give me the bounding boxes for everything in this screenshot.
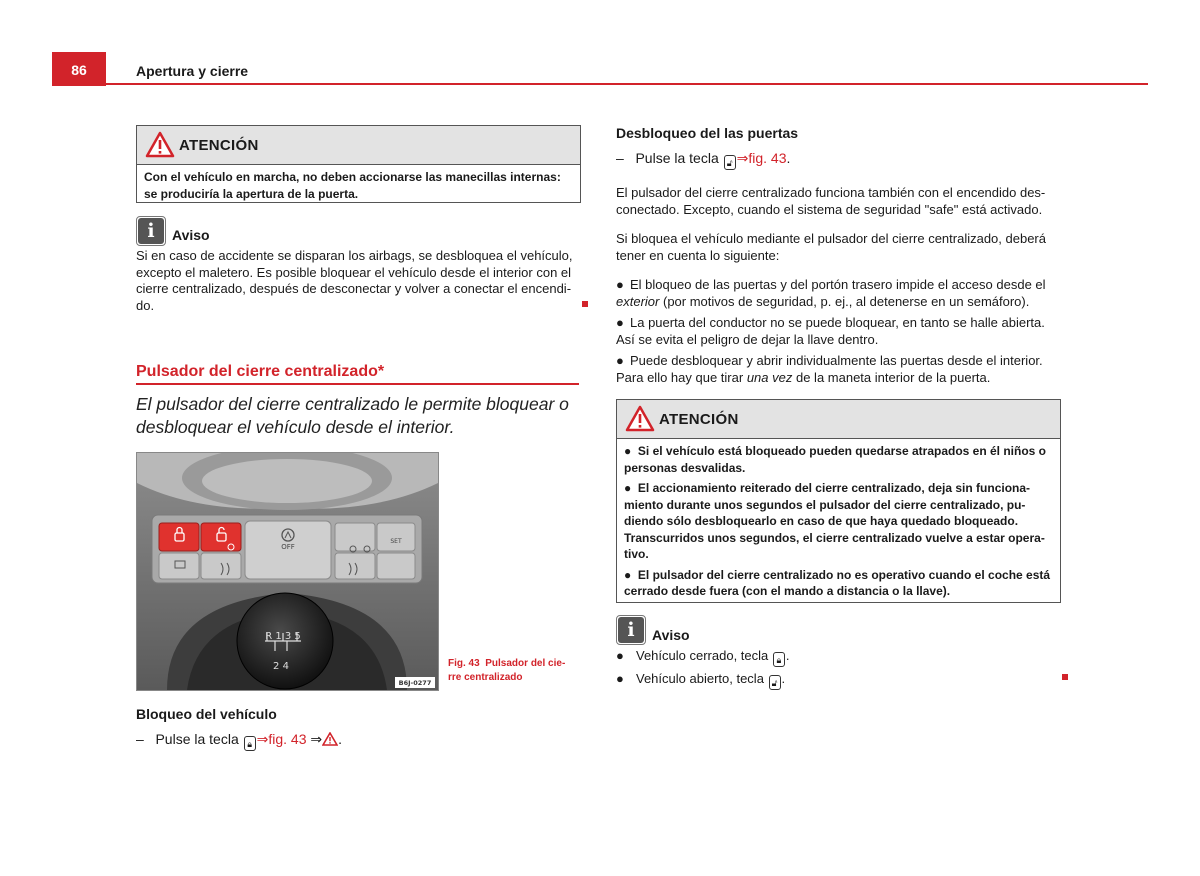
- step-end: .: [786, 150, 791, 166]
- list-item: ● Puede desbloquear y abrir individualmente las puertas desde el interior. Para ello hay que tirar una vez de la maneta interior de la puerta.: [616, 353, 1043, 385]
- shift-labels-bottom: 2 4: [273, 661, 289, 672]
- bullet-list: [616, 277, 1058, 392]
- running-title: Apertura y cierre: [136, 63, 249, 79]
- end-marker: [1062, 674, 1068, 680]
- unlock-step: [616, 150, 790, 170]
- section-lead: El pulsador del cierre centralizado le permite bloquear o desbloquear el vehículo desde el interior.: [136, 394, 569, 437]
- list-item: ● El bloqueo de las puertas y del portón trasero impide el acceso desde el exterior (por motivos de seguridad, p. ej., al detenerse en un semáforo).: [616, 277, 1046, 309]
- figure-link[interactable]: ⇒fig. 43: [736, 150, 787, 166]
- warning-text: Con el vehículo en marcha, no deben accionarse las manecillas internas: se produciría la apertura de la puerta.: [144, 170, 561, 201]
- unlock-key-icon: 🔓︎: [724, 155, 736, 170]
- step-end: .: [338, 731, 343, 747]
- header-rule: [52, 83, 1148, 85]
- warning-title: ATENCIÓN: [179, 137, 259, 154]
- note-title: Aviso: [172, 227, 210, 243]
- section-heading: Pulsador del cierre centralizado*: [136, 363, 385, 380]
- lock-key-icon: 🔒︎: [244, 736, 256, 751]
- figure-43: [136, 452, 439, 691]
- paragraph: El pulsador del cierre centralizado funciona también con el encendido des-conectado. Excepto, cuando el sistema de seguridad "safe" está activado.: [616, 185, 1046, 217]
- figure-caption: [448, 657, 578, 685]
- warning-header: [137, 126, 580, 165]
- warning-triangle-icon: [145, 131, 175, 158]
- lock-step: [136, 731, 342, 751]
- image-code: B6J-0277: [398, 679, 432, 687]
- step-text: Pulse la tecla: [155, 731, 239, 747]
- warning-triangle-icon: [625, 405, 655, 432]
- list-item: ● El accionamiento reiterado del cierre centralizado, deja sin funciona-miento durante unos segundos el pulsador del cierre centralizado, pu-diendo sólo desbloquearlo en caso de que haya quedado bloqueado. Transcurridos unos segundos, el cierre centralizado vuelve a estar opera-tivo.: [624, 481, 1045, 561]
- off-label: OFF: [281, 543, 295, 551]
- end-marker: [582, 301, 588, 307]
- list-item: ● El pulsador del cierre centralizado no es operativo cuando el coche está cerrado desde fuera (con el mando a distancia o la llave).: [624, 567, 1051, 598]
- figure-caption-text: Pulsador del cie-rre centralizado: [448, 658, 566, 683]
- unlock-heading: Desbloqueo del las puertas: [616, 125, 799, 141]
- note-text: Si en caso de accidente se disparan los airbags, se desbloquea el vehículo, excepto el maletero. Es posible bloquear el vehículo desde el interior con el cierre centralizado, después de desconectar y volver a conectar el encendi-do.: [136, 248, 573, 313]
- warning-items: [617, 439, 1060, 610]
- list-item: ● La puerta del conductor no se puede bloquear, en tanto se halle abierta. Así se evita el peligro de dejar la llave dentro.: [616, 315, 1045, 347]
- page-number: 86: [71, 62, 87, 78]
- arrow: ⇒: [310, 731, 323, 747]
- warning-box: [616, 399, 1061, 603]
- warning-title: ATENCIÓN: [659, 411, 739, 428]
- step-dash: –: [616, 150, 624, 166]
- info-icon: i: [616, 615, 646, 645]
- lock-heading: Bloqueo del vehículo: [136, 706, 277, 722]
- note-list: [616, 648, 1056, 690]
- info-icon: i: [136, 216, 166, 246]
- shift-labels-top: R 1 3 5: [265, 631, 301, 642]
- unlock-key-icon: 🔓︎: [769, 675, 781, 690]
- note-title: Aviso: [652, 627, 690, 643]
- list-item: ● Vehículo abierto, tecla 🔓︎ .: [616, 671, 786, 688]
- paragraph: Si bloquea el vehículo mediante el pulsador del cierre centralizado, deberá tener en cuenta lo siguiente:: [616, 231, 1046, 263]
- figure-link[interactable]: ⇒fig. 43: [256, 731, 307, 747]
- list-item: ● Vehículo cerrado, tecla 🔒︎ .: [616, 648, 790, 665]
- step-dash: –: [136, 731, 144, 747]
- section-rule: [136, 383, 579, 385]
- set-label: SET: [390, 538, 402, 545]
- figure-number: Fig. 43: [448, 658, 480, 669]
- warning-ref-icon[interactable]: [322, 732, 338, 746]
- lock-key-icon: 🔒︎: [773, 652, 785, 667]
- console-illustration: [137, 453, 438, 690]
- list-item: ● Si el vehículo está bloqueado pueden quedarse atrapados en él niños o personas desvalidas.: [624, 444, 1047, 475]
- warning-header: [617, 400, 1060, 439]
- warning-box: [136, 125, 581, 203]
- step-text: Pulse la tecla: [635, 150, 719, 166]
